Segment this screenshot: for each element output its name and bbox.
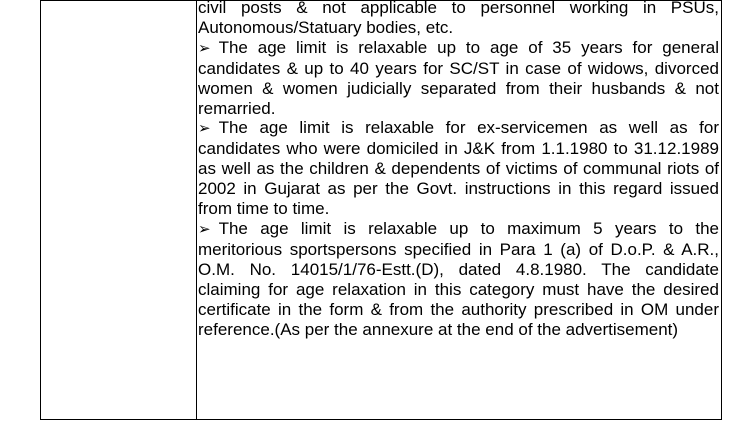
table-row — [41, 1, 722, 420]
empty-left-cell — [41, 1, 197, 420]
content-cell — [197, 1, 722, 420]
bullet-text: The age limit is relaxable up to age of 35 years for general candidates & up to 40 years for SC/ST in case of widows, divorced women & women judicially separated from their husbands & not remarried. — [198, 37, 719, 118]
arrow-bullet-icon: ➢ — [198, 120, 211, 138]
bullet-text: The age limit is relaxable up to maximum 5 years to the meritorious sportspersons specified in Para 1 (a) of D.o.P. & A.R., O.M. No. 14015/1/76-Estt.(D), dated 4.8.1980. The candidate claiming for age relaxation in this category must have the desired certificate in the form & from the authority prescribed in OM under reference.(As per the annexure at the end of the advertisement) — [198, 218, 719, 339]
arrow-bullet-icon: ➢ — [198, 220, 211, 238]
document-table — [40, 0, 722, 420]
cell-text — [197, 0, 721, 339]
arrow-bullet-icon: ➢ — [198, 39, 211, 57]
bullet-item-3 — [198, 219, 719, 339]
bullet-item-2 — [198, 118, 719, 219]
bullet-text: The age limit is relaxable for ex-servicemen as well as for candidates who were domiciled in J&K from 1.1.1980 to 31.12.1989 as well as the children & dependents of victims of communal riots of 2002 in Gujarat as per the Govt. instructions in this regard issued from time to time. — [198, 118, 719, 219]
bullet-item-1 — [198, 38, 719, 119]
intro-paragraph: civil posts & not applicable to personnel working in PSUs, Autonomous/Statuary bodies, etc. — [198, 0, 719, 37]
